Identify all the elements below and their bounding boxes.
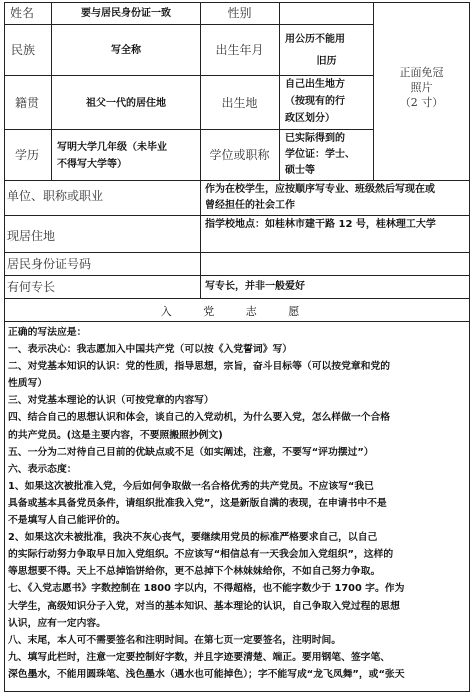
photo-caption-line1: 正面免冠 [399, 66, 444, 79]
instruction-line: 2、如果这次未被批准，我决不灰心丧气，要继续用党员的标准严格要求自己，以自己 [8, 532, 378, 544]
ethnicity-label: 民族 [11, 43, 36, 57]
gender-label: 性别 [227, 6, 252, 20]
degree-value-line1: 已实际得到的 [285, 133, 345, 144]
work-value-line2: 曾经担任的社会工作 [205, 200, 295, 211]
birth-value-line2: 旧历 [316, 56, 337, 67]
degree-value-line2: 学位证：学士、 [285, 149, 355, 160]
birth-label: 出生年月 [215, 43, 264, 57]
instruction-line: 一、表示决心：我志愿加入中国共产党（可以按《入党誓词》写） [8, 344, 293, 356]
rule [4, 24, 373, 25]
ethnicity-value: 写全称 [111, 45, 141, 56]
rule [51, 2, 52, 180]
photo-placeholder [374, 65, 469, 110]
id-number-label: 居民身份证号码 [7, 257, 92, 271]
education-label: 学历 [15, 148, 40, 162]
birthplace-value-line2: （按现有的行 [285, 96, 345, 107]
section-title: 入 党 志 愿 [160, 305, 314, 318]
rule [279, 2, 280, 180]
education-value-line2: 不得写大学等） [57, 159, 127, 170]
photo-caption-line3: （2 寸） [399, 96, 444, 109]
instruction-line: 五、一分为二对待自己目前的优缺点或不足（如实阐述，注意，不要写“评功摆过”） [8, 446, 374, 458]
instruction-line: 四、结合自己的思想认识和体会，谈自己的入党动机，为什么要入党，怎么样做一个合格 [8, 412, 391, 424]
birthplace-value-line3: 政区划分） [285, 113, 335, 124]
native-place-label: 籍贯 [15, 96, 40, 110]
instruction-line: 正确的写法应是： [8, 327, 87, 338]
degree-value-line3: 硕士等 [285, 165, 315, 176]
name-value: 要与居民身份证一致 [81, 8, 171, 19]
rule [4, 75, 373, 76]
rule [200, 180, 201, 298]
instruction-line: 的实际行动努力争取早日加入党组织。不应该写“相信总有一天我会加入党组织”，这样的 [8, 549, 394, 561]
instructions-text [8, 324, 468, 683]
degree-label: 学位或职称 [209, 148, 270, 162]
rule [4, 129, 373, 130]
birth-value-line1: 用公历不能用 [285, 34, 345, 45]
instruction-line: 的共产党员。(这是主要内容，不要照搬照抄例文) [8, 429, 223, 441]
birthplace-label: 出生地 [221, 96, 258, 110]
instruction-line: 性质写） [8, 378, 48, 390]
photo-caption-line2: 照片 [410, 81, 433, 94]
address-label: 现居住地 [7, 229, 56, 243]
instruction-line: 七、《入党志愿书》字数控制在 1800 字以内，不得超格，也不能字数少于 1700 字。作为 [8, 583, 405, 595]
instruction-line: 认识，应有一定内容。 [8, 617, 106, 629]
instruction-line: 二、对党基本知识的认识：党的性质，指导思想，宗旨，奋斗目标等（可以按党章和党的 [8, 361, 391, 373]
application-form [4, 2, 470, 692]
native-place-value: 祖父一代的居住地 [86, 98, 166, 109]
rule [4, 180, 470, 181]
rule [4, 2, 5, 692]
rule [4, 275, 470, 276]
instruction-line: 1、如果这次被批准入党，今后如何争取做一名合格优秀的共产党员。不应该写“我已 [8, 480, 374, 492]
work-value-line1: 作为在校学生，应按顺序写专业、班级然后写现在或 [205, 184, 435, 195]
rule [469, 2, 470, 692]
instruction-line: 具备或基本具备党员条件，请组织批准我入党”，这是新版自满的表现，在申请书中不是 [8, 497, 387, 509]
instruction-line: 六、表示态度： [8, 463, 77, 475]
work-label: 单位、职称或职业 [7, 189, 104, 203]
instruction-line: 九、填写此栏时，注意一定要控制好字数，并且字迹要清楚、端正。要用钢笔、签字笔、 [8, 651, 391, 663]
instruction-line: 八、末尾，本人可不需要签名和注明时间。在第七页一定要签名，注明时间。 [8, 634, 342, 646]
rule [4, 298, 470, 299]
birthplace-value-line1: 自己出生地方 [285, 79, 345, 90]
specialty-value: 写专长，并非一般爱好 [205, 281, 305, 292]
education-value-line1: 写明大学几年级（未毕业 [57, 142, 167, 153]
rule [4, 252, 470, 253]
rule [4, 215, 470, 216]
instruction-line: 不是填写人自己能评价的。 [8, 515, 126, 527]
instruction-line: 等思想要不得。天上不总掉馅饼给你，更不总掉下个林妹妹给你，不如自己努力争取。 [8, 566, 381, 578]
specialty-label: 有何专长 [7, 280, 56, 294]
rule [4, 321, 470, 322]
instruction-line: 大学生，高级知识分子入党，对当的基本知识、基本理论的认识，自己争取入党过程的思想 [8, 600, 400, 612]
rule [4, 2, 470, 3]
rule [4, 691, 470, 692]
instruction-line: 三、对党基本理论的认识（可按党章的内容写） [8, 395, 214, 407]
name-label: 姓名 [10, 6, 35, 20]
address-value: 指学校地点：如桂林市建干路 12 号，桂林理工大学 [205, 219, 436, 230]
instruction-line: 深色墨水，不能用圆珠笔、浅色墨水（遇水也可能掉色）；字不能写成“龙飞凤舞”，或“张天 [8, 668, 405, 680]
